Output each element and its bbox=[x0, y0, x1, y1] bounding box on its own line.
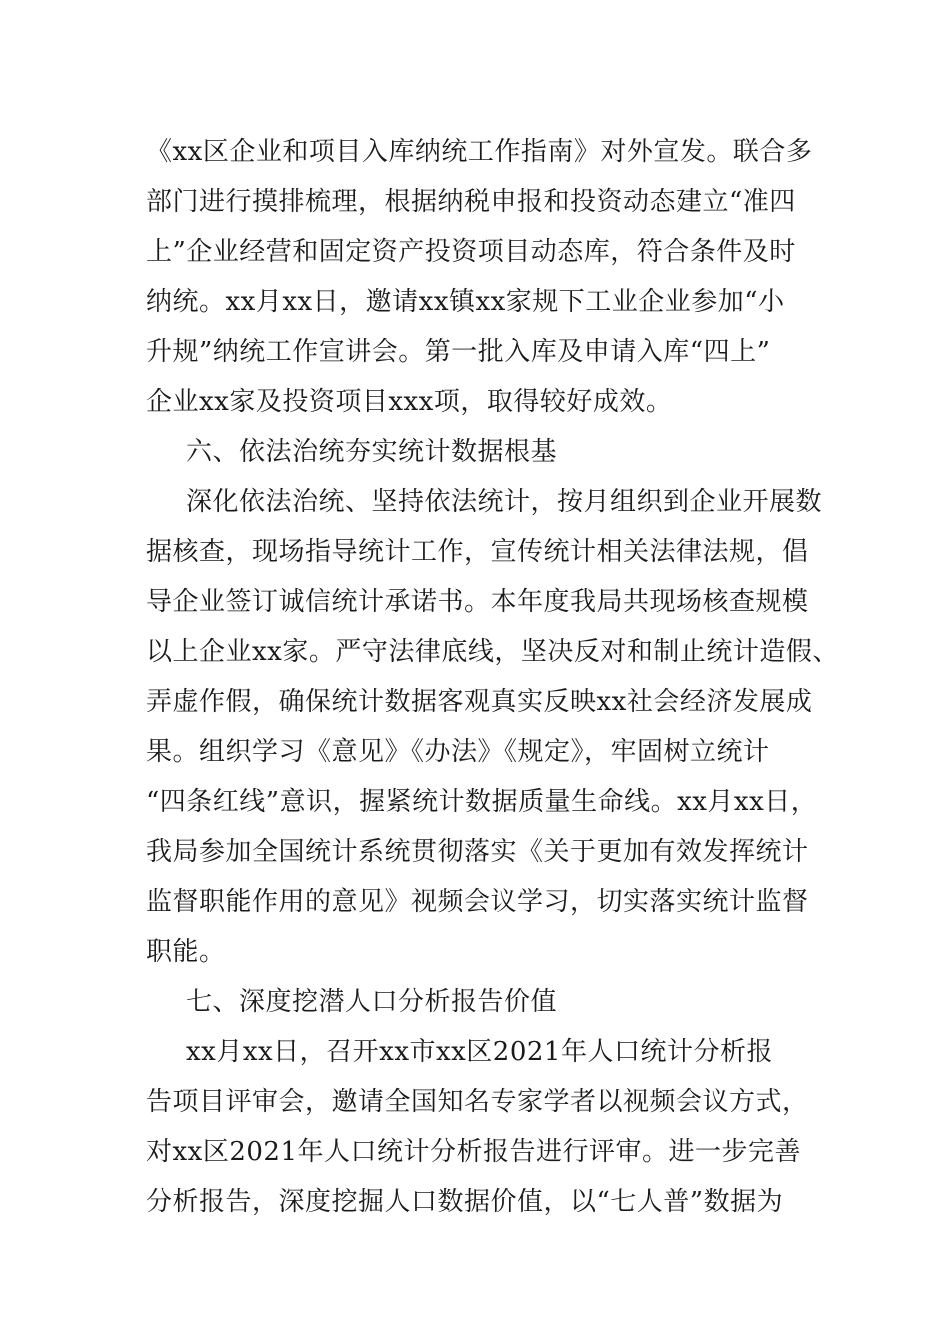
text-line: 据核查，现场指导统计工作，宣传统计相关法律法规，倡 bbox=[146, 537, 809, 567]
text-line: 分析报告，深度挖掘人口数据价值，以“七人普”数据为 bbox=[146, 1187, 784, 1217]
text-line: 《xx区企业和项目入库纳统工作指南》对外宣发。联合多 bbox=[146, 137, 813, 167]
text-line: 监督职能作用的意见》视频会议学习，切实落实统计监督 bbox=[146, 887, 809, 917]
text-line: xx月xx日，召开xx市xx区2021年人口统计分析报 bbox=[186, 1037, 773, 1067]
text-line: 深化依法治统、坚持依法统计，按月组织到企业开展数 bbox=[186, 487, 823, 517]
text-line: 职能。 bbox=[146, 937, 226, 967]
text-line: 上”企业经营和固定资产投资项目动态库，符合条件及时 bbox=[146, 237, 796, 267]
text-line: 升规”纳统工作宣讲会。第一批入库及申请入库“四上” bbox=[146, 337, 771, 367]
text-line: 以上企业xx家。严守法律底线，坚决反对和制止统计造假、 bbox=[146, 637, 839, 667]
text-line: 果。组织学习《意见》《办法》《规定》，牢固树立统计 bbox=[146, 737, 770, 767]
text-line: 弄虚作假，确保统计数据客观真实反映xx社会经济发展成 bbox=[146, 687, 813, 717]
text-line: 对xx区2021年人口统计分析报告进行评审。进一步完善 bbox=[146, 1137, 801, 1167]
text-line: 部门进行摸排梳理，根据纳税申报和投资动态建立“准四 bbox=[146, 187, 796, 217]
text-line: 导企业签订诚信统计承诺书。本年度我局共现场核查规模 bbox=[146, 587, 809, 617]
text-line: 企业xx家及投资项目xxx项，取得较好成效。 bbox=[146, 387, 673, 417]
text-line: 纳统。xx月xx日，邀请xx镇xx家规下工业企业参加“小 bbox=[146, 287, 785, 317]
section-heading: 七、深度挖潜人口分析报告价值 bbox=[186, 987, 558, 1017]
text-line: 我局参加全国统计系统贯彻落实《关于更加有效发挥统计 bbox=[146, 837, 809, 867]
section-heading: 六、依法治统夯实统计数据根基 bbox=[186, 437, 558, 467]
text-line: 告项目评审会，邀请全国知名专家学者以视频会议方式， bbox=[146, 1087, 809, 1117]
text-line: “四条红线”意识，握紧统计数据质量生命线。xx月xx日， bbox=[146, 787, 818, 817]
